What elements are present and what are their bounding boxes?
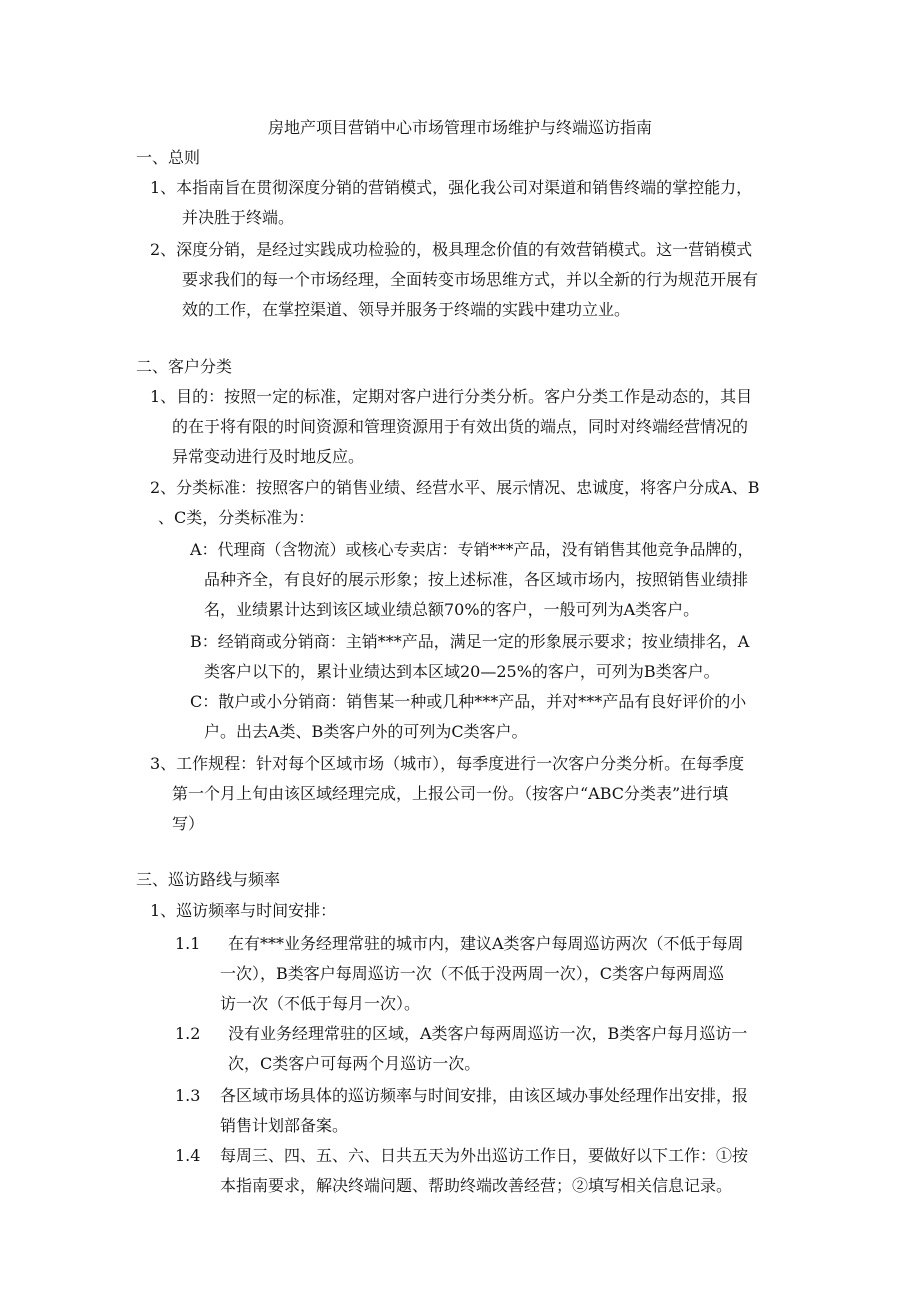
paragraph-line: 次，C类客户可每两个月巡访一次。 xyxy=(228,1054,481,1073)
list-number: 1.4 xyxy=(175,1146,201,1165)
paragraph-line: 各区域市场具体的巡访频率与时间安排，由该区域办事处经理作出安排，报 xyxy=(220,1086,749,1105)
paragraph-line: 3、工作规程：针对每个区域市场（城市），每季度进行一次客户分类分析。在每季度 xyxy=(150,754,745,773)
paragraph-line: 异常变动进行及时地反应。 xyxy=(172,447,365,466)
paragraph-line: B：经销商或分销商：主销***产品，满足一定的形象展示要求；按业绩排名，A xyxy=(190,632,750,651)
paragraph-line: 户。出去A类、B类客户外的可列为C类客户。 xyxy=(204,722,528,741)
paragraph-line: 名，业绩累计达到该区域业绩总额70%的客户，一般可列为A类客户。 xyxy=(204,600,700,619)
paragraph-line: 销售计划部备案。 xyxy=(220,1116,349,1135)
paragraph-line: 没有业务经理常驻的区域，A类客户每两周巡访一次，B类客户每月巡访一 xyxy=(228,1024,748,1043)
section-heading: 三、巡访路线与频率 xyxy=(136,870,281,889)
paragraph-line: 每周三、四、五、六、日共五天为外出巡访工作日，要做好以下工作：①按 xyxy=(220,1146,749,1165)
paragraph-line: 要求我们的每一个市场经理，全面转变市场思维方式，并以全新的行为规范开展有 xyxy=(182,270,759,289)
paragraph-line: 并决胜于终端。 xyxy=(182,208,295,227)
paragraph-line: 本指南要求，解决终端问题、帮助终端改善经营；②填写相关信息记录。 xyxy=(220,1176,733,1195)
list-number: 1.1 xyxy=(175,934,201,953)
document-title: 房地产项目营销中心市场管理市场维护与终端巡访指南 xyxy=(267,118,652,137)
paragraph-line: 写） xyxy=(172,814,205,833)
paragraph-line: 类客户以下的，累计业绩达到本区域20—25%的客户，可列为B类客户。 xyxy=(204,662,720,681)
paragraph-line: 1、本指南旨在贯彻深度分销的营销模式，强化我公司对渠道和销售终端的掌控能力， xyxy=(150,178,753,197)
paragraph-line: 2、分类标准：按照客户的销售业绩、经营水平、展示情况、忠诚度，将客户分成A、B xyxy=(150,478,760,497)
paragraph-line: 访一次（不低于每月一次）。 xyxy=(220,994,421,1013)
paragraph-line: 在有***业务经理常驻的城市内，建议A类客户每周巡访两次（不低于每周 xyxy=(228,934,744,953)
section-heading: 一、总则 xyxy=(136,148,201,167)
paragraph-line: 效的工作，在掌控渠道、领导并服务于终端的实践中建功立业。 xyxy=(182,300,631,319)
paragraph-line: 的在于将有限的时间资源和管理资源用于有效出货的端点，同时对终端经营情况的 xyxy=(172,417,749,436)
list-number: 1.2 xyxy=(175,1024,201,1043)
paragraph-line: 一次），B类客户每周巡访一次（不低于没两周一次），C类客户每两周巡 xyxy=(220,964,725,983)
list-number: 1.3 xyxy=(175,1086,201,1105)
section-heading: 二、客户分类 xyxy=(136,357,233,376)
paragraph-line: C：散户或小分销商：销售某一种或几种***产品，并对***产品有良好评价的小 xyxy=(190,692,747,711)
paragraph-line: 1、巡访频率与时间安排： xyxy=(150,901,337,920)
paragraph-line: 第一个月上旬由该区域经理完成，上报公司一份。（按客户“ABC分类表”进行填 xyxy=(172,784,729,803)
paragraph-line: 品种齐全，有良好的展示形象；按上述标准，各区域市场内，按照销售业绩排 xyxy=(204,570,749,589)
paragraph-line: A：代理商（含物流）或核心专卖店：专销***产品，没有销售其他竞争品牌的， xyxy=(190,540,754,559)
paragraph-line: 1、目的：按照一定的标准，定期对客户进行分类分析。客户分类工作是动态的，其目 xyxy=(150,387,753,406)
paragraph-line: 2、深度分销，是经过实践成功检验的，极具理念价值的有效营销模式。这一营销模式 xyxy=(150,240,753,259)
paragraph-line: 、C类，分类标准为： xyxy=(158,508,315,527)
